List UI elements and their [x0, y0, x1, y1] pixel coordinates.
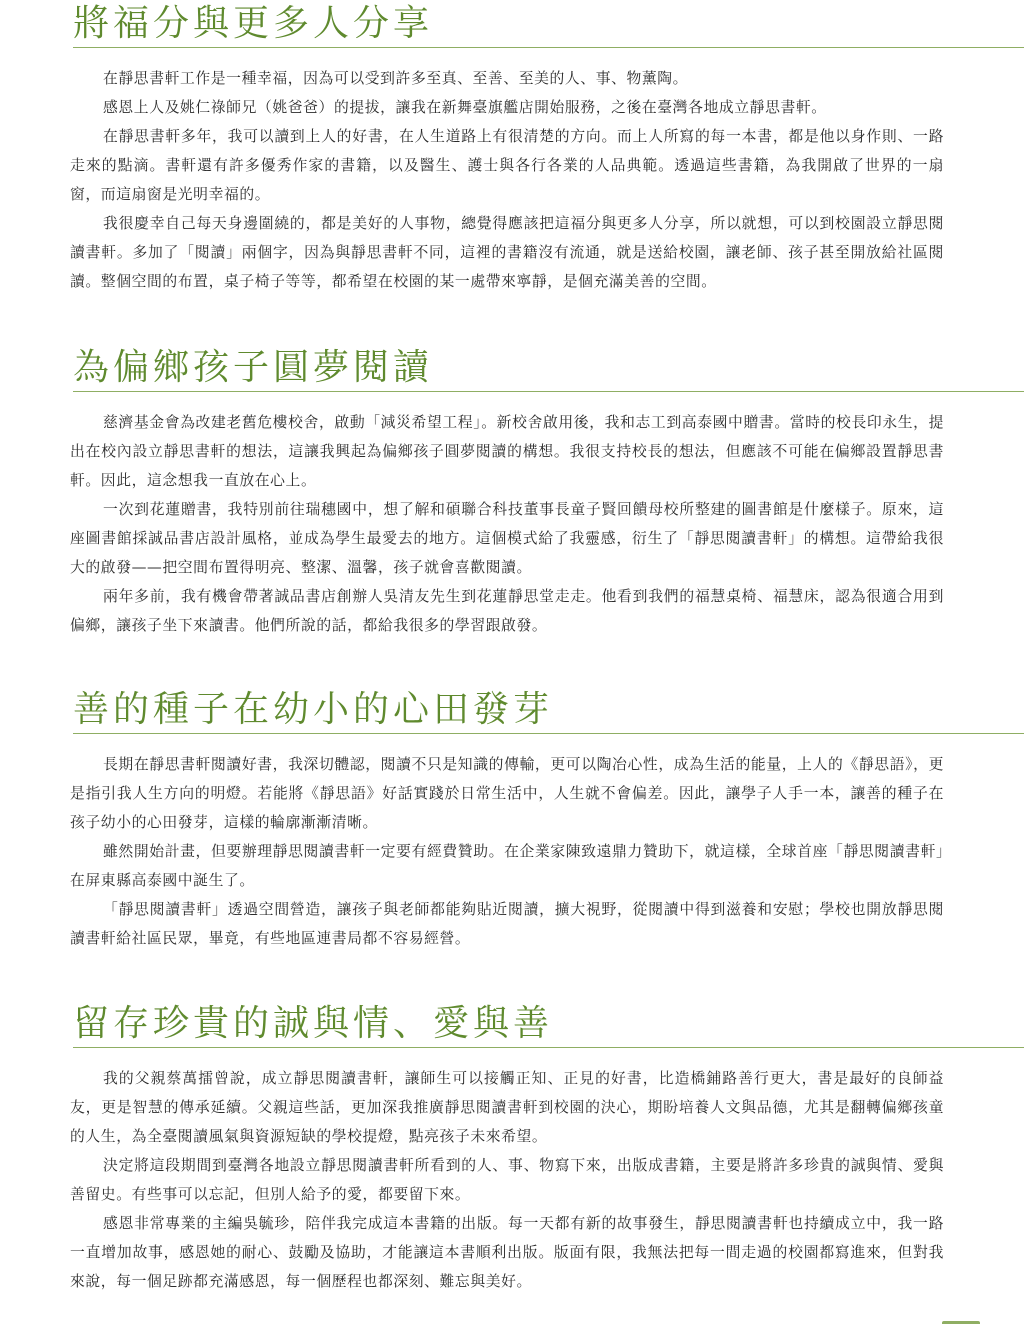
section-body	[0, 64, 1024, 296]
section-body	[0, 750, 1024, 953]
paragraph: 決定將這段期間到臺灣各地設立靜思閱讀書軒所看到的人、事、物寫下來，出版成書籍，主要是將許多珍貴的誠與情、愛與善留史。有些事可以忘記，但別人給予的愛，都要留下來。	[70, 1157, 944, 1203]
section-rural-reading	[0, 346, 1024, 640]
paragraph: 兩年多前，我有機會帶著誠品書店創辦人吳清友先生到花蓮靜思堂走走。他看到我們的福慧桌椅、福慧床，認為很適合用到偏鄉，讓孩子坐下來讀書。他們所說的話，都給我很多的學習跟啟發。	[70, 588, 944, 634]
section-body	[0, 1064, 1024, 1296]
paragraph: 在靜思書軒工作是一種幸福，因為可以受到許多至真、至善、至美的人、事、物薰陶。	[103, 70, 689, 87]
section-heading: 將福分與更多人分享	[73, 3, 434, 44]
paragraph: 慈濟基金會為改建老舊危樓校舍，啟動「減災希望工程」。新校舍啟用後，我和志工到高泰國中贈書。當時的校長印永生，提出在校內設立靜思書軒的想法，這讓我興起為偏鄉孩子圓夢閱讀的構想。我很支持校長的想法，但應該不可能在偏鄉設置靜思書軒。因此，這念想我一直放在心上。	[70, 414, 944, 489]
section-heading: 留存珍貴的誠與情、愛與善	[73, 1003, 554, 1044]
section-share-blessing	[0, 2, 1024, 296]
paragraph: 我的父親蔡萬擂曾說，成立靜思閱讀書軒，讓師生可以接觸正知、正見的好書，比造橋鋪路善行更大，書是最好的良師益友，更是智慧的傳承延續。父親這些話，更加深我推廣靜思閱讀書軒到校園的決心，期盼培養人文與品德，尤其是翻轉偏鄉孩童的人生，為全臺閱讀風氣與資源短缺的學校提燈，點亮孩子未來希望。	[70, 1070, 944, 1145]
heading-rule	[73, 1047, 1024, 1048]
section-preserve-love	[0, 1002, 1024, 1296]
section-heading: 為偏鄉孩子圓夢閱讀	[73, 347, 434, 388]
paragraph: 「靜思閱讀書軒」透過空間營造，讓孩子與老師都能夠貼近閱讀，擴大視野，從閱讀中得到滋養和安慰；學校也開放靜思閱讀書軒給社區民眾，畢竟，有些地區連書局都不容易經營。	[70, 901, 944, 947]
section-seeds-of-goodness	[0, 688, 1024, 953]
heading-rule	[73, 391, 1024, 392]
paragraph: 一次到花蓮贈書，我特別前往瑞穗國中，想了解和碩聯合科技董事長童子賢回饋母校所整建的圖書館是什麼樣子。原來，這座圖書館採誠品書店設計風格，並成為學生最愛去的地方。這個模式給了我靈感，衍生了「靜思閱讀書軒」的構想。這帶給我很大的啟發——把空間布置得明亮、整潔、溫馨，孩子就會喜歡閱讀。	[70, 501, 944, 576]
heading-rule	[73, 733, 1024, 734]
paragraph: 感恩上人及姚仁祿師兄（姚爸爸）的提拔，讓我在新舞臺旗艦店開始服務，之後在臺灣各地成立靜思書軒。	[103, 99, 827, 116]
section-body	[0, 408, 1024, 640]
paragraph: 雖然開始計畫，但要辦理靜思閱讀書軒一定要有經費贊助。在企業家陳致遠鼎力贊助下，就這樣，全球首座「靜思閱讀書軒」在屏東縣高泰國中誕生了。	[70, 843, 944, 889]
paragraph: 感恩非常專業的主編吳毓珍，陪伴我完成這本書籍的出版。每一天都有新的故事發生，靜思閱讀書軒也持續成立中，我一路一直增加故事，感恩她的耐心、鼓勵及協助，才能讓這本書順利出版。版面有限，我無法把每一間走過的校園都寫進來，但對我來說，每一個足跡都充滿感恩，每一個歷程也都深刻、難忘與美好。	[70, 1215, 944, 1290]
paragraph: 長期在靜思書軒閱讀好書，我深切體認，閱讀不只是知識的傳輸，更可以陶冶心性，成為生活的能量，上人的《靜思語》，更是指引我人生方向的明燈。若能將《靜思語》好話實踐於日常生活中，人生就不會偏差。因此，讓學子人手一本，讓善的種子在孩子幼小的心田發芽，這樣的輪廓漸漸清晰。	[70, 756, 944, 831]
paragraph: 我很慶幸自己每天身邊圍繞的，都是美好的人事物，總覺得應該把這福分與更多人分享，所以就想，可以到校園設立靜思閱讀書軒。多加了「閱讀」兩個字，因為與靜思書軒不同，這裡的書籍沒有流通，就是送給校園，讓老師、孩子甚至開放給社區閱讀。整個空間的布置，桌子椅子等等，都希望在校園的某一處帶來寧靜，是個充滿美善的空間。	[70, 215, 944, 290]
section-heading: 善的種子在幼小的心田發芽	[73, 689, 554, 730]
paragraph: 在靜思書軒多年，我可以讀到上人的好書，在人生道路上有很清楚的方向。而上人所寫的每一本書，都是他以身作則、一路走來的點滴。書軒還有許多優秀作家的書籍，以及醫生、護士與各行各業的人品典範。透過這些書籍，為我開啟了世界的一扇窗，而這扇窗是光明幸福的。	[70, 128, 944, 203]
heading-rule	[73, 47, 1024, 48]
